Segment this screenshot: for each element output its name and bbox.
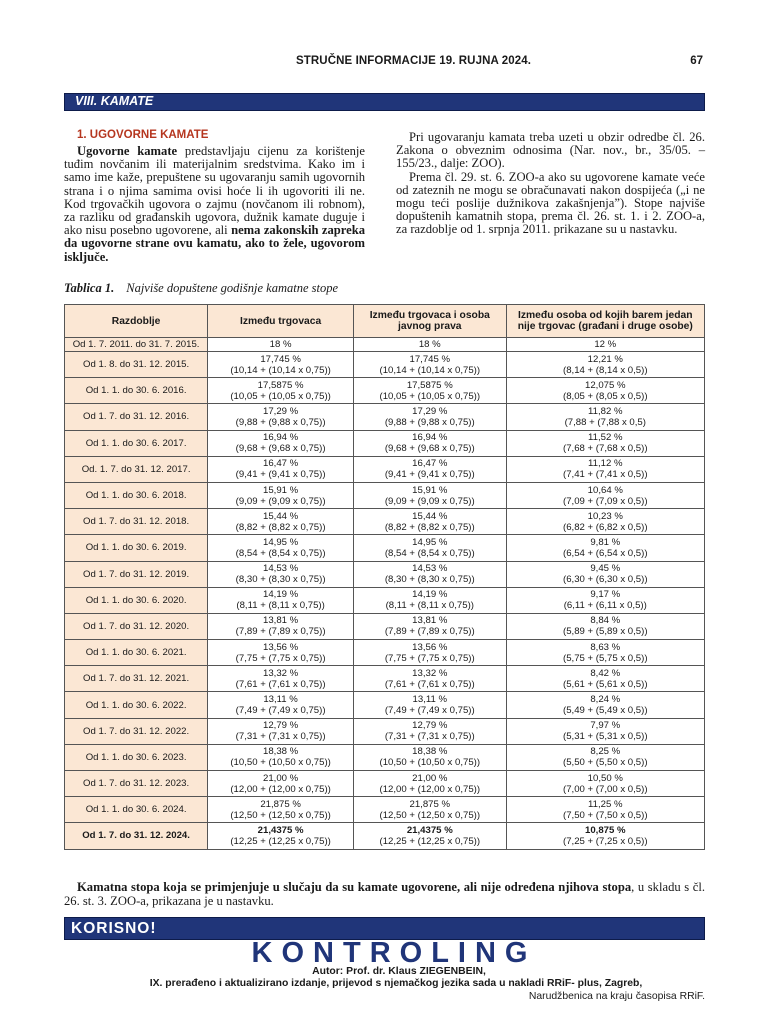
cell-non-traders: [506, 613, 704, 639]
table-row: [65, 535, 705, 561]
cell-period: Od 1. 7. do 31. 12. 2018.: [65, 509, 208, 535]
note-bold: Kamatna stopa koja se primjenjuje u slučaju da su kamate ugovorene, ali nije određena njihova stopa: [77, 880, 632, 894]
rate-value: 14,95 %: [412, 536, 448, 548]
rate-value: 13,11 %: [412, 694, 448, 706]
cell-traders-public: [354, 587, 507, 613]
table-row: [65, 338, 705, 352]
rate-value: 17,29 %: [412, 405, 448, 417]
rate-value: 13,11 %: [263, 694, 298, 706]
rate-value: 21,875 %: [260, 798, 301, 810]
rate-formula: (10,50 + (10,50 x 0,75)): [230, 757, 331, 769]
rate-formula: (7,00 + (7,00 x 0,5)): [563, 783, 648, 795]
cell-period: Od 1. 7. do 31. 12. 2016.: [65, 404, 208, 430]
rate-value: 8,84 %: [590, 615, 621, 627]
rate-formula: (5,50 + (5,50 x 0,5)): [563, 757, 648, 769]
cell-period: Od 1. 7. do 31. 12. 2020.: [65, 613, 208, 639]
rate-formula: (9,68 + (9,68 x 0,75)): [384, 443, 475, 455]
cell-traders: [208, 482, 354, 508]
rate-value: 21,00 %: [412, 772, 448, 784]
table-row: [65, 561, 705, 587]
rate-formula: (8,11 + (8,11 x 0,75)): [236, 600, 325, 612]
cell-period: Od 1. 7. 2011. do 31. 7. 2015.: [65, 338, 208, 352]
table-row: [65, 613, 705, 639]
cell-traders: [208, 561, 354, 587]
cell-period: Od 1. 1. do 30. 6. 2017.: [65, 430, 208, 456]
rate-formula: (9,88 + (9,88 x 0,75)): [235, 416, 326, 428]
rate-formula: (12,50 + (12,50 x 0,75)): [230, 809, 331, 821]
rate-formula: (8,14 + (8,14 x 0,5)): [563, 364, 648, 376]
rate-formula: (7,75 + (7,75 x 0,75)): [384, 652, 475, 664]
cell-traders: [208, 352, 354, 378]
rate-formula: (10,14 + (10,14 x 0,75)): [230, 364, 331, 376]
cell-traders: [208, 797, 354, 823]
cell-period: Od 1. 1. do 30. 6. 2021.: [65, 640, 208, 666]
cell-period: Od 1. 7. do 31. 12. 2024.: [65, 823, 208, 849]
cell-non-traders: [506, 378, 704, 404]
rate-formula: (12,00 + (12,00 x 0,75)): [379, 783, 481, 795]
rate-value: 17,5875 %: [406, 379, 453, 391]
cell-traders-public: [354, 561, 507, 587]
cell-period: Od 1. 1. do 30. 6. 2018.: [65, 482, 208, 508]
rate-formula: (7,09 + (7,09 x 0,5)): [563, 495, 648, 507]
table-row: [65, 666, 705, 692]
rate-value: 9,17 %: [590, 589, 621, 601]
right-paragraph-1: Pri ugovaranju kamata treba uzeti u obzir odredbe čl. 26. Zakona o obveznim odnosima (Nar. nov., br., 35/05. – 155/23., dalje: ZOO).: [396, 130, 705, 171]
rate-formula: (8,11 + (8,11 x 0,75)): [385, 600, 474, 612]
cell-traders: [208, 404, 354, 430]
intro-text: predstavljaju cijenu za korištenje tuđim novčanim ili materijalnim sredstvima. Kako im i samo ime kaže, prepuštene su ugovaranju samih ugovornih strana i o njima samima ovisi hoće li ih ugovoriti ili ne. Kod trgovačkih ugovora o zajmu (novčanom ili robnom), za razliku od građanskih ugovora, dužnik kamate duguje i ako nisu posebno ugovorene, ali: [64, 144, 365, 238]
rate-value: 13,32 %: [412, 667, 448, 679]
cell-traders-public: [354, 718, 507, 744]
cell-period: Od 1. 7. do 31. 12. 2019.: [65, 561, 208, 587]
rate-value: 9,45 %: [590, 563, 621, 575]
rate-formula: (9,88 + (9,88 x 0,75)): [384, 416, 475, 428]
rate-formula: (7,88 + (7,88 x 0,5): [564, 416, 646, 428]
cell-non-traders: [506, 587, 704, 613]
table-row: [65, 404, 705, 430]
cell-traders: [208, 692, 354, 718]
table-row: [65, 378, 705, 404]
subheading: 1. UGOVORNE KAMATE: [77, 129, 209, 141]
rate-value: 13,32 %: [262, 667, 299, 679]
left-column: [64, 145, 365, 264]
rate-formula: (10,14 + (10,14 x 0,75)): [379, 364, 481, 376]
page-header: [64, 55, 705, 71]
table-row: [65, 456, 705, 482]
rate-value: 16,47 %: [412, 458, 448, 470]
rate-formula: (12,50 + (12,50 x 0,75)): [379, 809, 481, 821]
cell-traders: [208, 640, 354, 666]
cell-non-traders: [506, 338, 704, 352]
rate-formula: (8,54 + (8,54 x 0,75)): [235, 547, 326, 559]
cell-traders: [208, 456, 354, 482]
cell-period: Od 1. 7. do 31. 12. 2023.: [65, 771, 208, 797]
table-caption-text: Najviše dopuštene godišnje kamatne stope: [126, 281, 339, 295]
table-row: [65, 692, 705, 718]
rate-value: 16,94 %: [412, 432, 448, 444]
rate-value: 10,875 %: [585, 824, 626, 836]
promo-book-title: KONTROLING: [251, 937, 537, 969]
rate-formula: (6,82 + (6,82 x 0,5)): [563, 521, 648, 533]
header-traders: Između trgovaca: [208, 305, 354, 338]
rate-value: 12,79 %: [262, 720, 299, 732]
promo-order-note: Narudžbenica na kraju časopisa RRiF.: [528, 991, 705, 1002]
rate-value: 18 %: [269, 339, 292, 350]
rate-formula: (6,11 + (6,11 x 0,5)): [563, 600, 647, 612]
cell-non-traders: [506, 509, 704, 535]
cell-non-traders: [506, 640, 704, 666]
rate-value: 17,29 %: [262, 405, 299, 417]
table-caption-label: Tablica 1.: [64, 281, 115, 295]
rate-value: 12,79 %: [412, 720, 448, 732]
rate-formula: (7,49 + (7,49 x 0,75)): [235, 705, 326, 717]
cell-non-traders: [506, 744, 704, 770]
page-number: 67: [690, 55, 703, 67]
cell-non-traders: [506, 535, 704, 561]
rate-value: 14,53 %: [412, 563, 448, 575]
table-row: [65, 718, 705, 744]
cell-traders-public: [354, 640, 507, 666]
rate-value: 10,50 %: [587, 772, 623, 784]
cell-traders-public: [354, 482, 507, 508]
cell-period: Od 1. 1. do 30. 6. 2024.: [65, 797, 208, 823]
rate-formula: (8,82 + (8,82 x 0,75)): [235, 521, 326, 533]
cell-traders: [208, 587, 354, 613]
rate-value: 12,21 %: [587, 353, 623, 365]
cell-non-traders: [506, 823, 704, 849]
cell-traders: [208, 535, 354, 561]
rate-formula: (5,49 + (5,49 x 0,5)): [563, 705, 648, 717]
rate-formula: (9,09 + (9,09 x 0,75)): [235, 495, 326, 507]
cell-period: Od 1. 1. do 30. 6. 2023.: [65, 744, 208, 770]
table-row: [65, 797, 705, 823]
rate-value: 10,23 %: [587, 510, 623, 522]
rate-value: 8,24 %: [590, 694, 621, 706]
rate-value: 17,5875 %: [257, 379, 304, 391]
table-row: [65, 771, 705, 797]
cell-non-traders: [506, 561, 704, 587]
table-row: [65, 587, 705, 613]
cell-period: Od 1. 1. do 30. 6. 2022.: [65, 692, 208, 718]
rate-value: 7,97 %: [590, 720, 621, 732]
cell-traders-public: [354, 378, 507, 404]
note-paragraph: [64, 880, 705, 908]
rate-value: 18,38 %: [412, 746, 448, 758]
cell-period: Od 1. 1. do 30. 6. 2016.: [65, 378, 208, 404]
promo-author: Autor: Prof. dr. Klaus ZIEGENBEIN,: [312, 966, 486, 977]
promo-edition: IX. prerađeno i aktualizirano izdanje, prijevod s njemačkog jezika sada u nakladi RRiF- plus, Zagreb,: [149, 978, 643, 989]
cell-traders-public: [354, 771, 507, 797]
rate-formula: (10,50 + (10,50 x 0,75)): [379, 757, 481, 769]
cell-traders: [208, 613, 354, 639]
cell-period: Od 1. 8. do 31. 12. 2015.: [65, 352, 208, 378]
cell-non-traders: [506, 692, 704, 718]
cell-non-traders: [506, 482, 704, 508]
interest-rates-table: [64, 304, 705, 850]
rate-formula: (7,61 + (7,61 x 0,75)): [235, 678, 326, 690]
rate-value: 14,19 %: [412, 589, 448, 601]
rate-value: 11,52 %: [588, 432, 623, 444]
rate-formula: (5,89 + (5,89 x 0,5)): [563, 626, 648, 638]
header-non-traders: Između osoba od kojih barem jedan nije trgovac (građani i druge osobe): [506, 305, 704, 338]
rate-formula: (7,31 + (7,31 x 0,75)): [235, 731, 326, 743]
cell-traders-public: [354, 613, 507, 639]
cell-traders-public: [354, 338, 507, 352]
rate-formula: (7,68 + (7,68 x 0,5)): [563, 443, 648, 455]
promo-band-label: KORISNO!: [71, 920, 157, 937]
table-body: [65, 338, 705, 850]
rate-value: 16,47 %: [262, 458, 299, 470]
cell-non-traders: [506, 456, 704, 482]
rate-value: 8,25 %: [590, 746, 621, 758]
cell-traders: [208, 338, 354, 352]
cell-non-traders: [506, 430, 704, 456]
rate-value: 21,00 %: [262, 772, 299, 784]
rate-formula: (5,31 + (5,31 x 0,5)): [563, 731, 648, 743]
cell-non-traders: [506, 666, 704, 692]
rate-formula: (8,82 + (8,82 x 0,75)): [384, 521, 475, 533]
rate-value: 17,745 %: [409, 353, 451, 365]
publication-title: STRUČNE INFORMACIJE 19. RUJNA 2024.: [296, 55, 532, 67]
note-rest: , u skladu s čl. 26. st. 3. ZOO-a, prikazana je u nastavku.: [64, 880, 705, 908]
rate-value: 21,4375 %: [406, 824, 453, 836]
cell-traders-public: [354, 456, 507, 482]
cell-non-traders: [506, 771, 704, 797]
rate-value: 12,075 %: [585, 379, 626, 391]
rate-value: 13,56 %: [262, 641, 299, 653]
cell-traders-public: [354, 823, 507, 849]
header-period: Razdoblje: [65, 305, 208, 338]
rate-value: 13,56 %: [412, 641, 448, 653]
rate-formula: (5,61 + (5,61 x 0,5)): [563, 678, 648, 690]
rate-value: 13,81 %: [412, 615, 448, 627]
rate-formula: (7,89 + (7,89 x 0,75)): [235, 626, 326, 638]
rate-value: 13,81 %: [262, 615, 299, 627]
rate-formula: (12,25 + (12,25 x 0,75)): [230, 835, 331, 847]
rate-value: 12 %: [594, 339, 617, 350]
rate-value: 16,94 %: [262, 432, 299, 444]
cell-traders-public: [354, 666, 507, 692]
rate-formula: (7,25 + (7,25 x 0,5)): [563, 835, 648, 847]
intro-bold-end: nema zakonskih zapreka da ugovorne strane ovu kamatu, ako to žele, ugovorom isključe.: [64, 223, 365, 264]
table-caption: [64, 281, 338, 296]
section-band: [64, 93, 705, 111]
rate-value: 21,875 %: [409, 798, 451, 810]
cell-traders-public: [354, 692, 507, 718]
rate-formula: (9,41 + (9,41 x 0,75)): [235, 469, 326, 481]
cell-traders: [208, 378, 354, 404]
rate-formula: (12,00 + (12,00 x 0,75)): [230, 783, 331, 795]
cell-traders: [208, 430, 354, 456]
rate-formula: (9,09 + (9,09 x 0,75)): [384, 495, 475, 507]
rate-value: 8,63 %: [590, 641, 621, 653]
rate-formula: (8,30 + (8,30 x 0,75)): [384, 574, 475, 586]
table-row: [65, 640, 705, 666]
rate-formula: (7,49 + (7,49 x 0,75)): [384, 705, 475, 717]
rate-formula: (7,75 + (7,75 x 0,75)): [235, 652, 326, 664]
rate-formula: (9,41 + (9,41 x 0,75)): [384, 469, 475, 481]
rate-value: 11,82 %: [588, 405, 623, 417]
rate-formula: (7,31 + (7,31 x 0,75)): [384, 731, 475, 743]
table-row: [65, 509, 705, 535]
cell-traders: [208, 771, 354, 797]
rate-formula: (6,30 + (6,30 x 0,5)): [563, 574, 648, 586]
cell-traders-public: [354, 352, 507, 378]
cell-period: Od 1. 1. do 30. 6. 2019.: [65, 535, 208, 561]
table-row: [65, 482, 705, 508]
rate-formula: (7,61 + (7,61 x 0,75)): [384, 678, 475, 690]
rate-formula: (8,30 + (8,30 x 0,75)): [235, 574, 326, 586]
cell-traders-public: [354, 404, 507, 430]
cell-traders: [208, 509, 354, 535]
rate-formula: (7,41 + (7,41 x 0,5)): [563, 469, 648, 481]
cell-non-traders: [506, 404, 704, 430]
rate-value: 18 %: [418, 339, 441, 350]
cell-period: Od. 1. 7. do 31. 12. 2017.: [65, 456, 208, 482]
rate-formula: (10,05 + (10,05 x 0,75)): [230, 390, 331, 402]
table-row: [65, 352, 705, 378]
cell-traders: [208, 823, 354, 849]
cell-traders: [208, 718, 354, 744]
cell-traders: [208, 744, 354, 770]
rate-value: 15,91 %: [262, 484, 299, 496]
rate-formula: (9,68 + (9,68 x 0,75)): [235, 443, 326, 455]
rate-value: 17,745 %: [260, 353, 301, 365]
rate-value: 11,25 %: [588, 798, 623, 810]
cell-traders-public: [354, 535, 507, 561]
intro-paragraph: [64, 145, 365, 264]
rate-value: 14,53 %: [262, 563, 299, 575]
table-row: [65, 823, 705, 849]
rate-formula: (5,75 + (5,75 x 0,5)): [563, 652, 648, 664]
rate-formula: (8,05 + (8,05 x 0,5)): [563, 390, 648, 402]
rate-value: 10,64 %: [587, 484, 623, 496]
rate-value: 21,4375 %: [257, 824, 304, 836]
rate-formula: (12,25 + (12,25 x 0,75)): [379, 835, 481, 847]
rate-value: 15,91 %: [412, 484, 448, 496]
cell-traders-public: [354, 430, 507, 456]
rate-value: 15,44 %: [412, 510, 448, 522]
cell-period: Od 1. 7. do 31. 12. 2021.: [65, 666, 208, 692]
cell-period: Od 1. 1. do 30. 6. 2020.: [65, 587, 208, 613]
rate-formula: (10,05 + (10,05 x 0,75)): [379, 390, 481, 402]
rate-value: 11,12 %: [588, 458, 623, 470]
rate-value: 14,95 %: [262, 536, 299, 548]
rate-formula: (6,54 + (6,54 x 0,5)): [563, 547, 648, 559]
rate-value: 9,81 %: [590, 536, 621, 548]
cell-period: Od 1. 7. do 31. 12. 2022.: [65, 718, 208, 744]
table-header-row: [65, 305, 705, 338]
table-row: [65, 744, 705, 770]
cell-non-traders: [506, 797, 704, 823]
right-paragraph-2: Prema čl. 29. st. 6. ZOO-a ako su ugovorene kamate veće od zateznih ne mogu se obračunavati nakon dospijeća („i ne mogu teći poslije dužnikova zakašnjenja”). Stope najviše dopuštenih kamatnih stopa, prema čl. 26. st. 1. i 2. ZOO-a, za razdoblje od 1. srpnja 2011. prikazane su u nastavku.: [396, 169, 705, 237]
cell-non-traders: [506, 718, 704, 744]
rate-formula: (7,50 + (7,50 x 0,5)): [563, 809, 648, 821]
rate-formula: (8,54 + (8,54 x 0,75)): [384, 547, 475, 559]
term: Ugovorne kamate: [77, 144, 178, 158]
right-column: [396, 131, 705, 237]
cell-traders-public: [354, 744, 507, 770]
cell-traders-public: [354, 509, 507, 535]
header-traders-public: Između trgovaca i osoba javnog prava: [354, 305, 507, 338]
cell-traders-public: [354, 797, 507, 823]
cell-traders: [208, 666, 354, 692]
rate-value: 18,38 %: [262, 746, 299, 758]
section-title: VIII. KAMATE: [75, 94, 154, 108]
cell-non-traders: [506, 352, 704, 378]
table-row: [65, 430, 705, 456]
rate-value: 14,19 %: [262, 589, 299, 601]
rate-formula: (7,89 + (7,89 x 0,75)): [384, 626, 475, 638]
rate-value: 8,42 %: [590, 667, 621, 679]
rate-value: 15,44 %: [262, 510, 299, 522]
